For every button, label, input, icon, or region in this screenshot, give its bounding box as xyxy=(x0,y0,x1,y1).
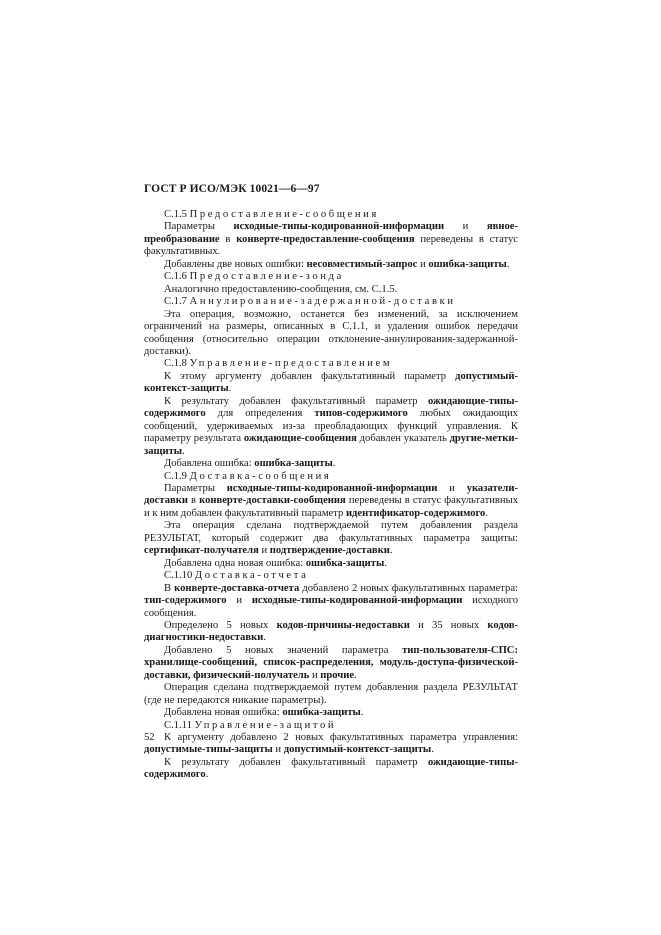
paragraph: Добавлена новая ошибка: ошибка-защиты. xyxy=(164,707,364,719)
paragraph: Аналогично предоставлению-сообщения, см. С.1.5. xyxy=(164,283,398,295)
paragraph: Параметры исходные-типы-кодированной-информации и явное-преобразование в конверте-предоставление-сообщения переведены в статус факультативных. xyxy=(144,221,518,258)
document-header: ГОСТ Р ИСО/МЭК 10021—6—97 xyxy=(144,183,320,195)
paragraph: Эта операция сделана подтверждаемой путем добавления раздела РЕЗУЛЬТАТ, который содержит два факультативных параметра защиты: сертификат-получателя и подтверждение-доставки. xyxy=(144,520,518,557)
section-heading: С.1.6 Предоставление-зонда xyxy=(164,271,344,283)
paragraph: К этому аргументу добавлен факультативный параметр допустимый-контекст-защиты. xyxy=(144,370,518,395)
paragraph: В конверте-доставка-отчета добавлено 2 новых факультативных параметра: тип-содержимого и исходные-типы-кодированной-информации исходного сообщения. xyxy=(144,582,519,619)
paragraph: Добавлено 5 новых значений параметра тип-пользователя-СПС: хранилище-сообщений, список-распределения, модуль-доступа-физической-доставки, физический-получатель и прочие. xyxy=(144,644,518,681)
paragraph: Добавлена ошибка: ошибка-защиты. xyxy=(164,458,336,470)
document-body xyxy=(144,209,518,782)
paragraph: Определено 5 новых кодов-причины-недоставки и 35 новых кодов-диагностики-недоставки. xyxy=(144,619,518,644)
section-heading: С.1.9 Доставка-сообщения xyxy=(164,470,332,482)
paragraph: Эта операция, возможно, останется без изменений, за исключением ограничений на размеры, описанных в С.1.1, и удаления ошибок передачи сообщения (относительно операции отклонение-аннулирования-задержанной-доставки). xyxy=(144,308,518,357)
section-heading: С.1.5 Предоставление-сообщения xyxy=(164,209,379,220)
paragraph: Добавлена одна новая ошибка: ошибка-защиты. xyxy=(164,557,387,569)
paragraph: К результату добавлен факультативный параметр ожидающие-типы-содержимого для определения типов-содержимого любых ожидающих сообщений, удерживаемых из-за преобладающих функций управления. К параметру результата ожидающие-сообщения добавлен указатель другие-метки-защиты. xyxy=(144,395,518,457)
paragraph: Параметры исходные-типы-кодированной-информации и указатели-доставки в конверте-доставки-сообщения переведены в статус факультативных и к ним добавлен факультативный параметр идентификатор-содержимого. xyxy=(144,482,518,519)
section-heading: С.1.7 Аннулирование-задержанной-доставки xyxy=(164,296,456,308)
paragraph: К аргументу добавлено 2 новых факультативных параметра управления: допустимые-типы-защиты и допустимый-контекст-защиты. xyxy=(144,732,518,756)
paragraph: К результату добавлен факультативный параметр ожидающие-типы-содержимого. xyxy=(144,756,518,781)
section-heading: С.1.11 Управление-защитой xyxy=(164,719,337,731)
page-number: 52 xyxy=(144,732,155,743)
section-heading: С.1.8 Управление-предоставлением xyxy=(164,358,393,370)
section-heading: С.1.10 Доставка-отчета xyxy=(164,570,309,582)
paragraph: Добавлены две новых ошибки: несовместимый-запрос и ошибка-защиты. xyxy=(164,258,510,270)
paragraph: Операция сделана подтверждаемой путем добавления раздела РЕЗУЛЬТАТ (где не передаются никакие параметры). xyxy=(144,682,518,706)
